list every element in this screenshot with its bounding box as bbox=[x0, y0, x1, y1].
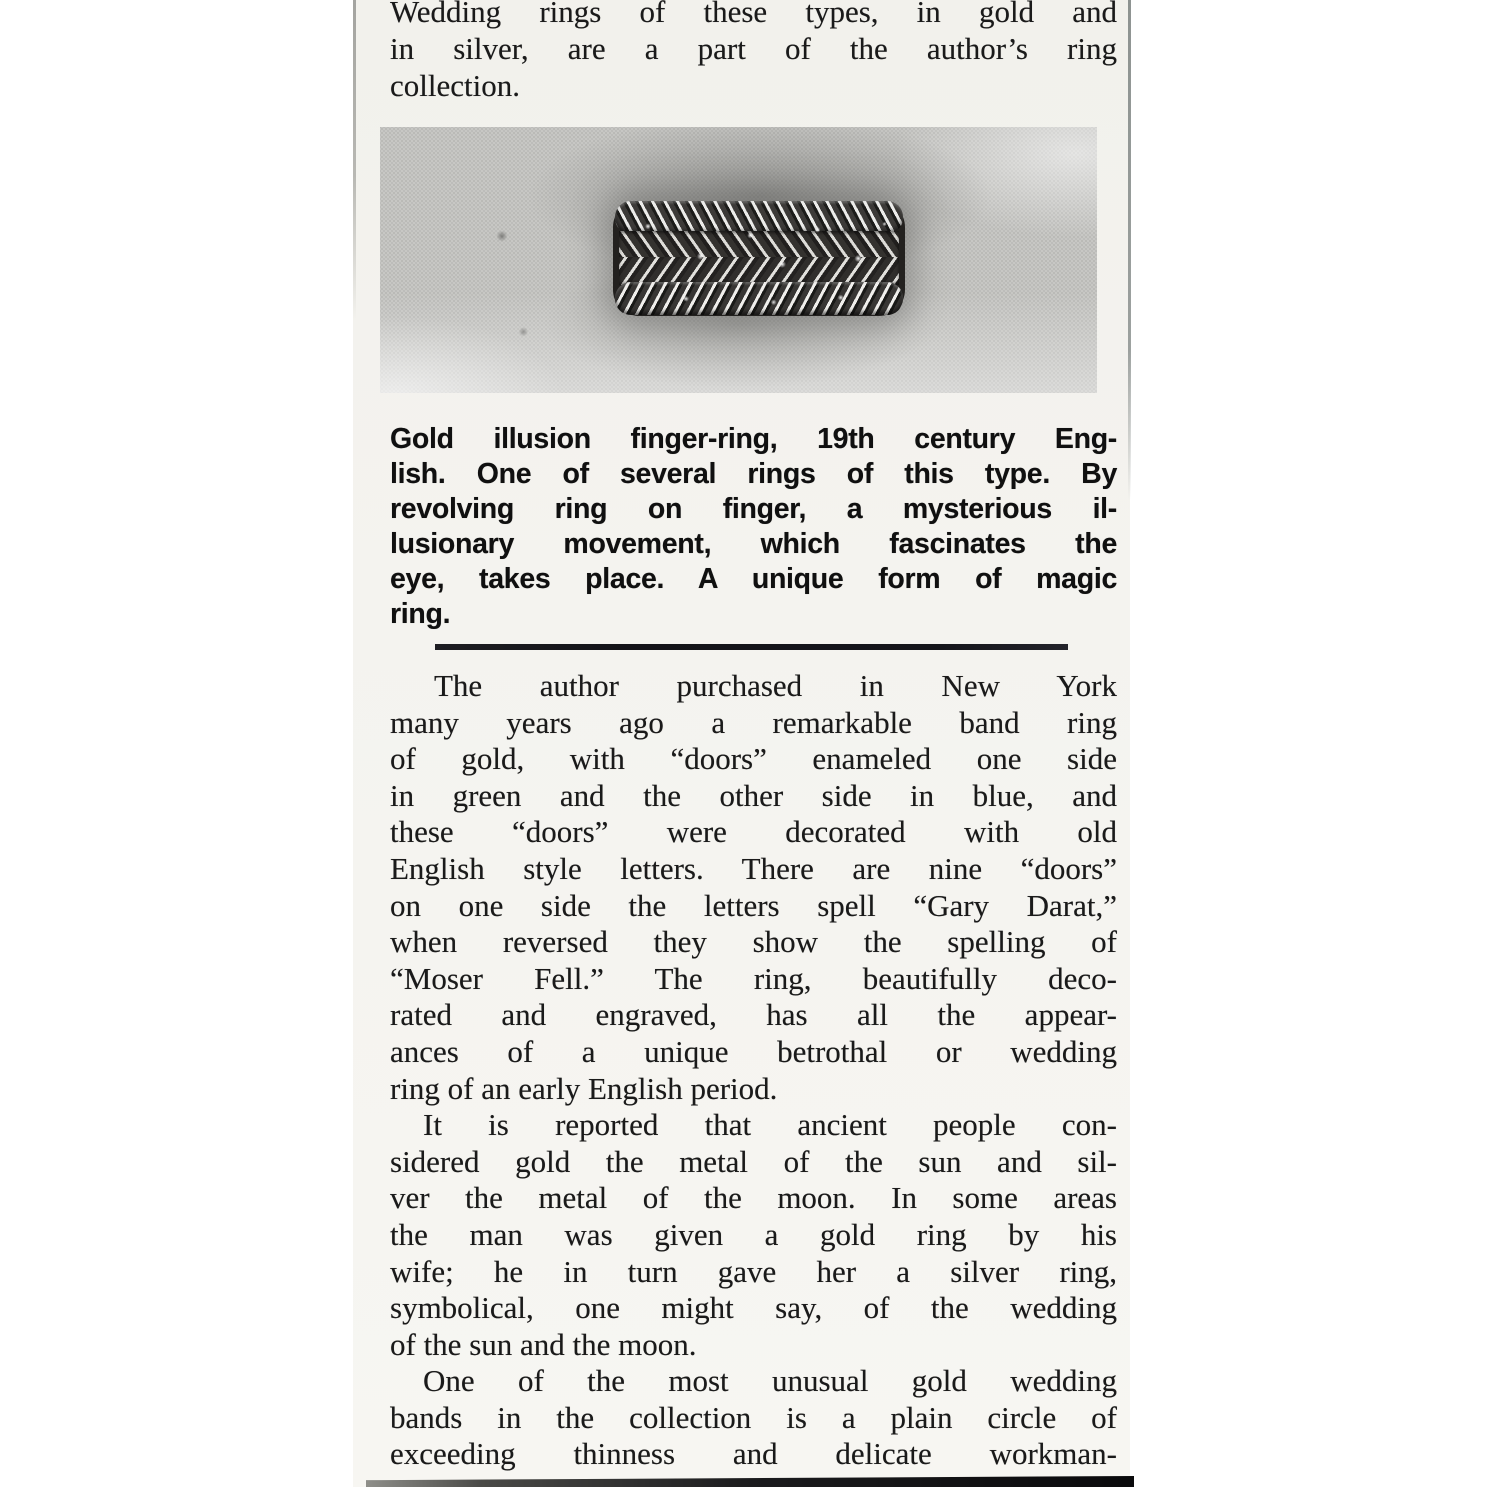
caption-line: eye, takes place. A unique form of magic bbox=[390, 563, 1117, 595]
body-text bbox=[390, 668, 1117, 1473]
body-paragraph-2 bbox=[390, 1107, 1117, 1363]
text-line: One of the most unusual gold wedding bbox=[423, 1363, 1117, 1399]
paper-right-edge-line bbox=[1128, 0, 1131, 500]
caption-divider-rule bbox=[435, 644, 1068, 650]
text-line: bands in the collection is a plain circle of bbox=[390, 1399, 1117, 1435]
text-line: ring of an early English period. bbox=[390, 1070, 778, 1106]
photo-caption bbox=[390, 422, 1117, 632]
text-line: ances of a unique betrothal or wedding bbox=[390, 1033, 1117, 1069]
text-line: wife; he in turn gave her a silver ring, bbox=[390, 1253, 1117, 1289]
text-line: ver the metal of the moon. In some areas bbox=[390, 1180, 1117, 1216]
text-line: The author purchased in New York bbox=[434, 668, 1117, 703]
text-line: exceeding thinness and delicate workman- bbox=[390, 1436, 1117, 1472]
text-line: the man was given a gold ring by his bbox=[390, 1216, 1117, 1252]
caption-line: lusionary movement, which fascinates the bbox=[390, 528, 1117, 560]
paper-left-edge-line bbox=[353, 0, 356, 320]
text-line: when reversed they show the spelling of bbox=[390, 924, 1117, 960]
text-line: Wedding rings of these types, in gold and bbox=[390, 0, 1117, 29]
ring-photograph bbox=[380, 127, 1097, 393]
ring-highlights bbox=[613, 201, 905, 316]
text-line: in green and the other side in blue, and bbox=[390, 777, 1117, 813]
text-line: It is reported that ancient people con- bbox=[423, 1107, 1117, 1143]
text-line: on one side the letters spell “Gary Darat,” bbox=[390, 887, 1117, 923]
text-line: symbolical, one might say, of the wedding bbox=[390, 1290, 1117, 1326]
body-paragraph-3 bbox=[390, 1363, 1117, 1473]
text-line: these “doors” were decorated with old bbox=[390, 814, 1117, 850]
body-paragraph-1 bbox=[390, 668, 1117, 1107]
text-line: “Moser Fell.” The ring, beautifully deco- bbox=[390, 960, 1117, 996]
braided-ring-image bbox=[613, 201, 905, 316]
caption-line: Gold illusion finger-ring, 19th century Eng- bbox=[390, 423, 1117, 455]
text-line: of gold, with “doors” enameled one side bbox=[390, 741, 1117, 777]
text-line: in silver, are a part of the author’s ring bbox=[390, 31, 1117, 66]
caption-line: ring. bbox=[390, 598, 451, 630]
caption-line: lish. One of several rings of this type. By bbox=[390, 458, 1117, 490]
text-line: rated and engraved, has all the appear- bbox=[390, 997, 1117, 1033]
text-line: sidered gold the metal of the sun and sil- bbox=[390, 1143, 1117, 1179]
text-line: English style letters. There are nine “doors” bbox=[390, 850, 1117, 886]
text-line: of the sun and the moon. bbox=[390, 1326, 697, 1362]
text-line: collection. bbox=[390, 68, 520, 103]
top-paragraph bbox=[390, 0, 1117, 104]
text-line: many years ago a remarkable band ring bbox=[390, 704, 1117, 740]
caption-line: revolving ring on finger, a mysterious il- bbox=[390, 493, 1117, 525]
